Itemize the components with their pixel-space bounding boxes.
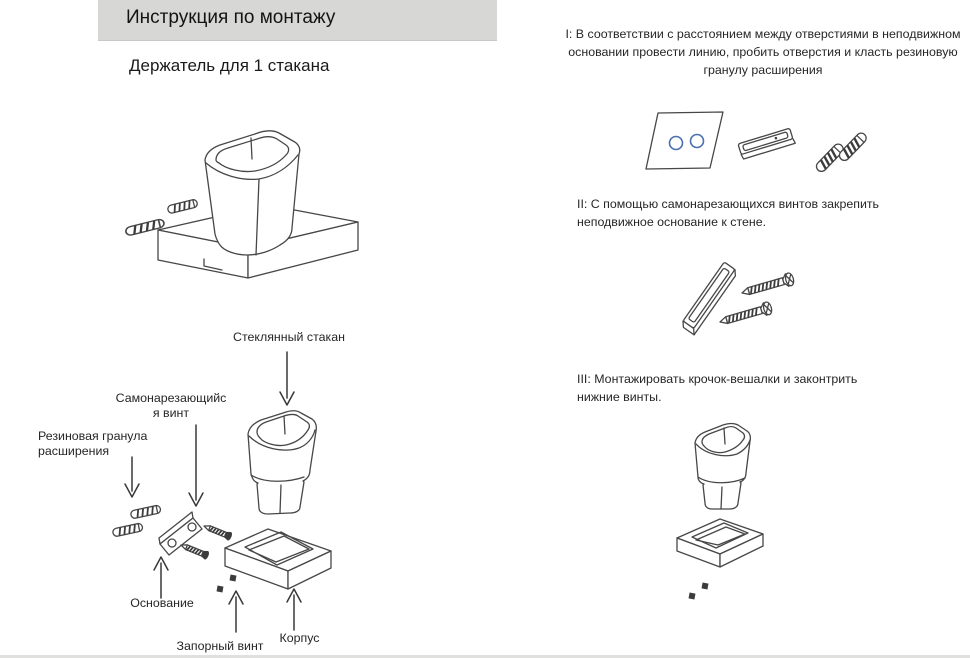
step-2-text xyxy=(577,195,907,231)
arrow-down-icon xyxy=(189,425,203,506)
exploded-view-drawing xyxy=(0,330,500,658)
label-self-tapping-screw xyxy=(106,391,236,420)
holder-body-drawing xyxy=(225,529,331,589)
label-line: я винт xyxy=(152,405,190,420)
arrow-up-icon xyxy=(287,589,301,630)
label-line: Резиновая гранула xyxy=(38,429,148,443)
label-rubber-plug xyxy=(38,429,173,458)
step-text-line: неподвижное основание к стене. xyxy=(577,215,767,229)
step-3-drawing xyxy=(640,413,840,618)
glass-cup-drawing xyxy=(205,131,300,255)
step-1-drawing xyxy=(630,100,890,195)
lock-screw-icon xyxy=(689,583,709,600)
holder-body-drawing xyxy=(677,519,763,567)
glass-cup-drawing xyxy=(248,411,316,514)
label-base-plate: Основание xyxy=(130,596,194,610)
wall-plate-drawing xyxy=(646,112,723,169)
fixed-base-drawing xyxy=(738,128,795,159)
step-text-line: II: С помощью самонарезающихся винтов закрепить xyxy=(577,197,880,211)
arrow-up-icon xyxy=(154,557,168,598)
step-text-line: I: В соответствии с расстоянием между отверстиями в неподвижном xyxy=(565,27,961,41)
label-body: Корпус xyxy=(279,631,320,645)
step-text-line: основании провести линию, пробить отверстия и класть резиновую xyxy=(568,45,958,59)
label-glass-cup: Стеклянный стакан xyxy=(233,330,345,344)
self-tapping-screw-icon xyxy=(718,272,795,328)
step-text-line: гранулу расширения xyxy=(703,63,823,77)
label-line: Самонарезающийс xyxy=(115,391,227,405)
assembled-product-drawing xyxy=(120,108,385,303)
lock-screw-icon xyxy=(217,575,237,593)
step-1-text xyxy=(556,25,970,79)
arrow-down-icon xyxy=(280,352,294,405)
label-line: расширения xyxy=(38,443,110,458)
step-2-drawing xyxy=(650,245,900,350)
step-text-line: нижние винты. xyxy=(577,390,662,404)
rubber-anchor-icon xyxy=(814,131,868,173)
arrow-down-icon xyxy=(125,457,139,497)
label-lock-screw: Запорный винт xyxy=(176,639,264,653)
step-text-line: III: Монтажировать крочок-вешалки и законтрить xyxy=(577,372,858,386)
glass-cup-drawing xyxy=(695,424,750,510)
product-subtitle: Держатель для 1 стакана xyxy=(129,56,330,75)
rubber-anchor-icon xyxy=(112,505,161,537)
fixed-base-drawing xyxy=(680,262,738,335)
page-title: Инструкция по монтажу xyxy=(126,7,336,28)
step-3-text xyxy=(577,370,907,406)
arrow-up-icon xyxy=(229,591,243,632)
